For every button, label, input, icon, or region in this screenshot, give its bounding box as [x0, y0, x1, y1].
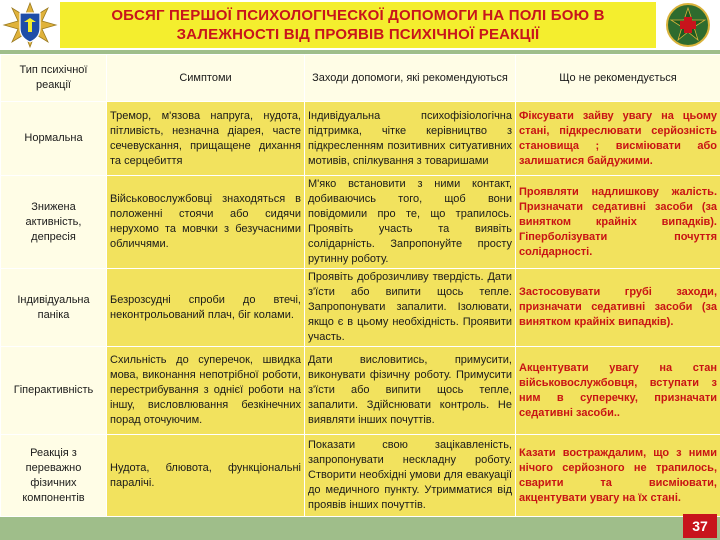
title-banner — [60, 2, 656, 48]
not-recommended-cell: Акцентувати увагу на стан військовослужбовця, вступати з ним в суперечку, призначати седативні засоби.. — [516, 347, 720, 435]
header-recommended-measures: Заходи допомоги, які рекомендуються — [305, 55, 516, 102]
title-line-1: ОБСЯГ ПЕРШОЇ ПСИХОЛОГІЧЕСКОЇ ДОПОМОГИ НА ПОЛІ БОЮ В — [111, 7, 605, 24]
reaction-type-cell: Знижена активність, депресія — [1, 176, 107, 269]
symptoms-cell: Схильність до суперечок, швидка мова, виконання непотрібної роботи, перестрибування з однієї роботи на іншу, висловлювання безкінечних порад оточуючим. — [107, 347, 305, 435]
not-recommended-cell: Проявляти надлишкову жалість. Призначати седативні засоби (за винятком крайніх випадків). Гіперболізувати почуття солідарності. — [516, 176, 720, 269]
psych-aid-table — [0, 54, 720, 511]
cross-emblem-icon — [660, 2, 716, 48]
measures-cell: Індивідуальна психофізіологічна підтримка, чітке керівництво з підкресленням позитивних ситуативних мотивів, спілкування з товаришами — [305, 102, 516, 176]
symptoms-cell: Безрозсудні спроби до втечі, неконтрольований плач, біг колами. — [107, 269, 305, 347]
shield-emblem-icon — [2, 2, 58, 48]
table-row — [1, 176, 720, 269]
title-line-2: ЗАЛЕЖНОСТІ ВІД ПРОЯВІВ ПСИХІЧНОЇ РЕАКЦІЇ — [176, 26, 540, 43]
slide-header — [0, 0, 720, 50]
table-row — [1, 347, 720, 435]
reaction-type-cell: Нормальна — [1, 102, 107, 176]
measures-cell: М'яко встановити з ними контакт, добиваючись того, щоб вони повідомили про те, що трапилось. Проявіть участь та виявіть солідарність. Запропонуйте просту рутинну роботу. — [305, 176, 516, 269]
not-recommended-cell: Застосовувати грубі заходи, призначати седативні засоби (за винятком крайніх випадків). — [516, 269, 720, 347]
measures-cell: Проявіть доброзичливу твердість. Дати з'їсти або випити щось тепле. Запропонувати запалити. Ізолювати, якщо є в цьому необхідність. Проявити участь. — [305, 269, 516, 347]
reaction-type-cell: Гіперактивність — [1, 347, 107, 435]
not-recommended-cell: Казати востраждалим, що з ними нічого серйозного не трапилось, сварити та висміювати, акцентувати увагу на їх стані. — [516, 435, 720, 517]
symptoms-cell: Нудота, блювота, функціональні паралічі. — [107, 435, 305, 517]
reaction-type-cell: Індивідуальна паніка — [1, 269, 107, 347]
table-row — [1, 102, 720, 176]
header-reaction-type: Тип психічної реакції — [1, 55, 107, 102]
header-not-recommended: Що не рекомендується — [516, 55, 720, 102]
symptoms-cell: Тремор, м'язова напруга, нудота, пітливість, незначна діарея, часте сечевускання, прищащене дихання та серцебиття — [107, 102, 305, 176]
table-row — [1, 269, 720, 347]
page-number: 37 — [683, 514, 717, 538]
table-row — [1, 435, 720, 517]
measures-cell: Показати свою зацікавленість, запропонувати нескладну роботу. Створити необхідні умови для евакуації до медичного пункту. Утримматися від проявів інших почуттів. — [305, 435, 516, 517]
measures-cell: Дати висловитись, примусити, виконувати фізичну роботу. Примусити з'їсти або випити щось тепле, запалити. Здійснювати контроль. Не виявляти інших почуттів. — [305, 347, 516, 435]
symptoms-cell: Військовослужбовці знаходяться в положенні стоячи або сидячи нерухомо та мовчки з безучасними обличчями. — [107, 176, 305, 269]
reaction-type-cell: Реакція з переважно фізичних компонентів — [1, 435, 107, 517]
table-header-row — [1, 55, 720, 102]
not-recommended-cell: Фіксувати зайву увагу на цьому стані, підкреслювати серйозність становища ; висміювати або залишатися байдужими. — [516, 102, 720, 176]
header-symptoms: Симптоми — [107, 55, 305, 102]
